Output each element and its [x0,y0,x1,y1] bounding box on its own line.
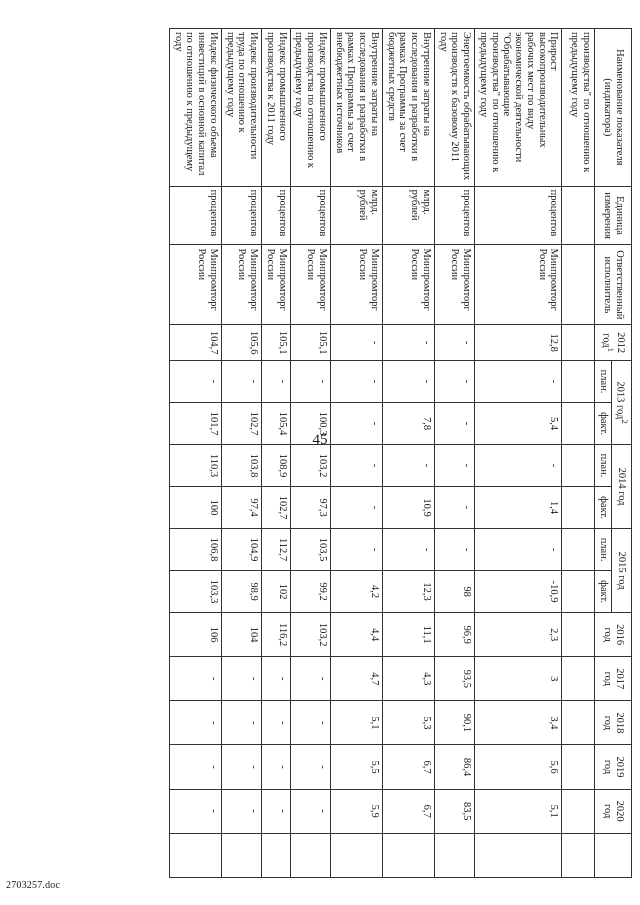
table-row [475,29,562,878]
value-cell: - [331,403,383,445]
value-cell: - [435,403,475,445]
value-cell: 1,4 [475,487,562,529]
value-cell: 100 [170,487,222,529]
unit-cell: процентов [222,186,262,245]
indicator-name: Энергоемкость обрабатывающих производств к базовому 2011 году [435,29,475,187]
value-cell: 98 [435,571,475,613]
value-cell: 102 [262,571,291,613]
table-row [383,29,435,878]
value-cell: 116,2 [262,613,291,657]
value-cell: - [222,745,262,789]
value-cell: 5,3 [383,701,435,745]
value-cell: 5,9 [331,789,383,833]
value-cell: 97,3 [290,487,330,529]
executor-cell: Минпромторг России [262,245,291,325]
header-2015: 2015 год [611,529,631,613]
value-cell: - [331,529,383,571]
value-cell [562,487,595,529]
unit-cell: процентов [475,186,562,245]
table-row [222,29,262,878]
value-cell: 2,3 [475,613,562,657]
value-cell: 6,7 [383,745,435,789]
value-cell [562,833,595,877]
value-cell [262,833,291,877]
table-row [562,29,595,878]
value-cell: 3,4 [475,701,562,745]
value-cell: - [383,529,435,571]
executor-cell [562,245,595,325]
indicator-name: Внутренние затраты на исследования и разработки в рамках Программы за счет бюджетных средств [383,29,435,187]
header-extra [595,833,632,877]
value-cell: - [262,701,291,745]
value-cell: - [435,529,475,571]
value-cell: - [331,487,383,529]
value-cell: 11,1 [383,613,435,657]
value-cell [562,657,595,701]
value-cell: 4,4 [331,613,383,657]
value-cell: 83,5 [435,789,475,833]
value-cell: 93,5 [435,657,475,701]
value-cell: 106 [170,613,222,657]
table-row [331,29,383,878]
value-cell: - [435,445,475,487]
unit-cell: процентов [262,186,291,245]
value-cell: - [383,361,435,403]
value-cell: 12,8 [475,325,562,361]
value-cell: 10,9 [383,487,435,529]
value-cell: 101,7 [170,403,222,445]
value-cell: 4,2 [331,571,383,613]
document-id: 2703257.doc [6,880,61,891]
header-2018: 2018 год [595,701,632,745]
value-cell: -10,9 [475,571,562,613]
value-cell: - [475,445,562,487]
indicator-name: Индекс промышленного производства по отношению к предыдущему году [290,29,330,187]
value-cell [562,403,595,445]
indicator-name: Прирост высокопроизводительных рабочих мест по виду экономической деятельности "Обрабатывающие производства" по отношению к предыдущему году [475,29,562,187]
value-cell: 102,7 [222,403,262,445]
executor-cell: Минпромторг России [290,245,330,325]
value-cell: - [331,361,383,403]
value-cell: - [170,361,222,403]
rotated-table-container [92,28,632,878]
value-cell [435,833,475,877]
value-cell: - [262,789,291,833]
value-cell [331,833,383,877]
value-cell [170,833,222,877]
unit-cell: процентов [290,186,330,245]
value-cell: - [262,745,291,789]
unit-cell: процентов [435,186,475,245]
table-row [262,29,291,878]
value-cell: - [170,701,222,745]
value-cell: - [383,445,435,487]
executor-cell: Минпромторг России [475,245,562,325]
executor-cell: Минпромторг России [383,245,435,325]
page-number: 45 [312,432,328,448]
value-cell: 5,1 [331,701,383,745]
value-cell: 105,4 [262,403,291,445]
value-cell: 103,8 [222,445,262,487]
value-cell: 108,9 [262,445,291,487]
executor-cell: Минпромторг России [170,245,222,325]
value-cell [562,613,595,657]
value-cell: - [222,701,262,745]
value-cell: - [262,361,291,403]
value-cell: 110,3 [170,445,222,487]
value-cell: - [435,487,475,529]
value-cell: - [170,789,222,833]
value-cell: 97,4 [222,487,262,529]
unit-cell: процентов [170,186,222,245]
table-body [170,29,595,878]
value-cell: 102,7 [262,487,291,529]
value-cell [383,833,435,877]
value-cell: 96,9 [435,613,475,657]
value-cell: 4,3 [383,657,435,701]
value-cell: 5,4 [475,403,562,445]
unit-cell [562,186,595,245]
value-cell: 6,7 [383,789,435,833]
value-cell: 5,5 [331,745,383,789]
header-plan-2015: план. [595,529,612,571]
value-cell [562,701,595,745]
value-cell: - [290,657,330,701]
value-cell: 100,3 [290,403,330,445]
value-cell: - [435,325,475,361]
value-cell: 103,5 [290,529,330,571]
value-cell: - [290,745,330,789]
table-row [170,29,222,878]
indicator-name: производства" по отношению к предыдущему году [562,29,595,187]
indicator-name: Внутренние затраты на исследования и разработки в рамках Программы за счет внебюджетных источников [331,29,383,187]
value-cell [562,745,595,789]
value-cell: - [475,529,562,571]
header-2017: 2017 год [595,657,632,701]
value-cell: 106,8 [170,529,222,571]
value-cell: 12,3 [383,571,435,613]
value-cell: 103,2 [290,445,330,487]
executor-cell: Минпромторг России [222,245,262,325]
value-cell [290,833,330,877]
header-fact-2015: факт. [595,571,612,613]
value-cell: - [262,657,291,701]
value-cell: - [170,657,222,701]
value-cell: - [383,325,435,361]
value-cell: - [222,361,262,403]
value-cell: 105,1 [290,325,330,361]
table-header [595,29,632,878]
value-cell [562,445,595,487]
table-row [290,29,330,878]
value-cell: 103,2 [290,613,330,657]
header-plan-2014: план. [595,445,612,487]
value-cell: 103,3 [170,571,222,613]
value-cell [562,529,595,571]
value-cell: 4,7 [331,657,383,701]
value-cell: 104,9 [222,529,262,571]
value-cell [475,833,562,877]
value-cell [562,361,595,403]
value-cell: 5,6 [475,745,562,789]
header-name: Наименование показателя (индикатора) [595,29,632,187]
value-cell [562,789,595,833]
header-2012: 2012 год$^1$ [595,325,632,361]
value-cell: 3 [475,657,562,701]
value-cell: 7,8 [383,403,435,445]
value-cell [222,833,262,877]
value-cell: 98,9 [222,571,262,613]
header-plan-2013: план. [595,361,612,403]
value-cell: - [475,361,562,403]
header-executor: Ответственный исполнитель [595,245,632,325]
value-cell: 105,1 [262,325,291,361]
executor-cell: Минпромторг России [435,245,475,325]
value-cell: - [331,325,383,361]
header-2020: 2020 год [595,789,632,833]
value-cell: - [331,445,383,487]
value-cell: 90,1 [435,701,475,745]
header-unit: Единица измерения [595,186,632,245]
value-cell: 5,1 [475,789,562,833]
indicator-name: Индекс физического объема инвестиций в основной капитал по отношению к предыдущему году [170,29,222,187]
indicator-name: Индекс промышленного производства к 2011 году [262,29,291,187]
header-fact-2014: факт. [595,487,612,529]
value-cell: - [170,745,222,789]
value-cell: - [290,789,330,833]
value-cell: 86,4 [435,745,475,789]
value-cell: 104,7 [170,325,222,361]
value-cell: - [435,361,475,403]
value-cell: - [290,701,330,745]
indicator-name: Индекс производительности труда по отношению к предыдущему году [222,29,262,187]
header-2019: 2019 год [595,745,632,789]
value-cell: 112,7 [262,529,291,571]
header-2016: 2016 год [595,613,632,657]
unit-cell: млрд. рублей [331,186,383,245]
value-cell: - [222,657,262,701]
value-cell [562,571,595,613]
header-2014: 2014 год [611,445,631,529]
value-cell: - [290,361,330,403]
header-2013: 2013 год$^2$ [611,361,631,445]
header-fact-2013: факт. [595,403,612,445]
table-row [435,29,475,878]
value-cell: 104 [222,613,262,657]
value-cell: 105,6 [222,325,262,361]
unit-cell: млрд. рублей [383,186,435,245]
value-cell: - [222,789,262,833]
value-cell: 99,2 [290,571,330,613]
executor-cell: Минпромторг России [331,245,383,325]
value-cell [562,325,595,361]
indicators-table [169,28,632,878]
